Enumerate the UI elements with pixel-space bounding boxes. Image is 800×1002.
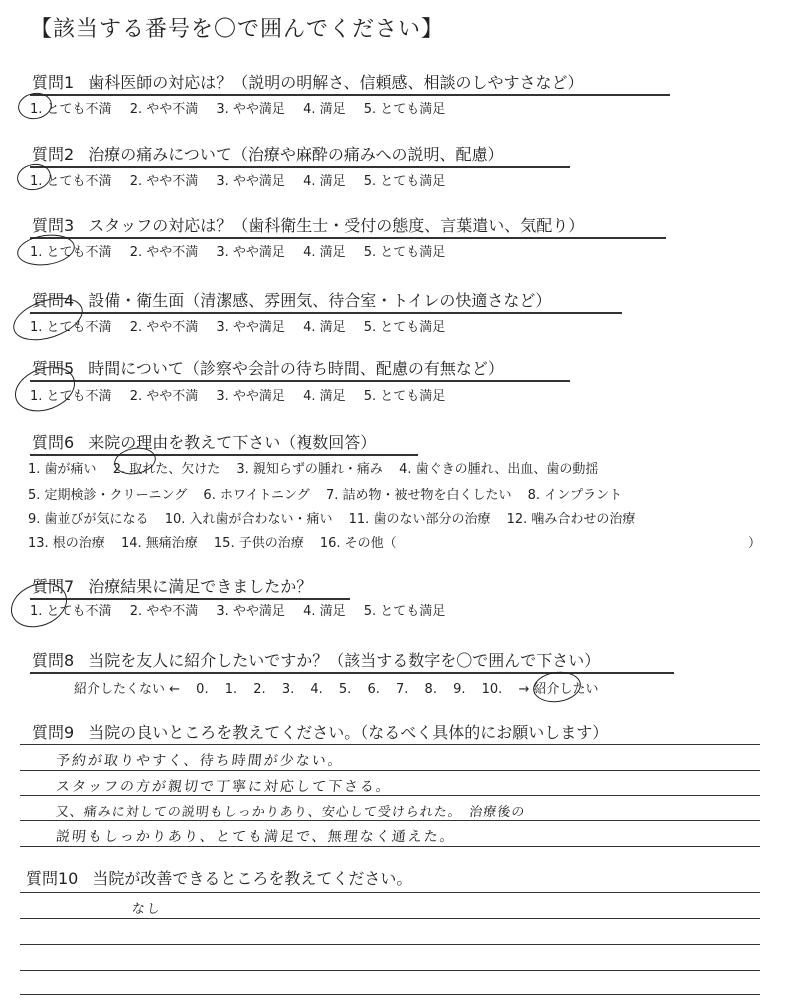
handwritten-answer-line: スタッフの方が親切で丁寧に対応して下さる。 xyxy=(55,779,393,795)
scale-5[interactable]: 5. xyxy=(338,682,352,697)
answer-line xyxy=(20,744,760,745)
scale-7[interactable]: 7. xyxy=(396,682,409,697)
question-8 xyxy=(32,648,600,671)
q4-option-3[interactable]: 3. やや満足 xyxy=(216,320,285,335)
q5-option-3[interactable]: 3. やや満足 xyxy=(216,389,285,404)
question-9-text: 当院の良いところを教えてください。（なるべく具体的にお願いします） xyxy=(88,723,609,742)
question-1-text: 歯科医師の対応は？（説明の明解さ、信頼感、相談のしやすさなど） xyxy=(88,73,584,92)
question-2-text: 治療の痛みについて（治療や麻酔の痛みへの説明、配慮） xyxy=(88,145,504,164)
reason-7[interactable]: 7. 詰め物・被せ物を白くしたい xyxy=(325,488,512,503)
q1-option-1[interactable]: 1. とても不満 xyxy=(30,102,112,117)
reason-1[interactable]: 1. 歯が痛い xyxy=(28,462,97,477)
handwritten-answer-line: 予約が取りやすく、待ち時間が少ない。 xyxy=(55,753,345,769)
question-2-underline xyxy=(30,166,570,168)
answer-line xyxy=(20,770,760,771)
question-7-text: 治療結果に満足できましたか？ xyxy=(88,577,313,596)
q7-option-3[interactable]: 3. やや満足 xyxy=(216,604,285,619)
reason-16[interactable]: 16. その他（ xyxy=(319,536,397,551)
q5-option-5[interactable]: 5. とても満足 xyxy=(363,389,446,404)
q4-option-4[interactable]: 4. 満足 xyxy=(303,320,346,335)
reason-9[interactable]: 9. 歯並びが気になる xyxy=(28,512,149,527)
recommend-scale xyxy=(74,678,611,697)
question-6-number: 質問6 xyxy=(32,433,75,452)
q3-option-1[interactable]: 1. とても不満 xyxy=(30,245,112,260)
question-3 xyxy=(32,213,584,236)
answer-line xyxy=(20,994,760,995)
scale-8[interactable]: 8. xyxy=(424,682,437,697)
question-7-number: 質問7 xyxy=(32,577,75,596)
question-5 xyxy=(32,356,504,379)
q3-option-3[interactable]: 3. やや満足 xyxy=(216,245,285,260)
question-6-underline xyxy=(30,454,418,456)
reason-16-close: ） xyxy=(748,536,762,551)
reason-15[interactable]: 15. 子供の治療 xyxy=(213,536,304,551)
question-5-options xyxy=(30,385,445,404)
scale-9[interactable]: 9. xyxy=(453,682,466,697)
q3-option-5[interactable]: 5. とても満足 xyxy=(363,245,446,260)
scale-10[interactable]: 10. xyxy=(481,682,503,697)
question-8-number: 質問8 xyxy=(32,651,75,670)
q4-option-5[interactable]: 5. とても満足 xyxy=(363,320,446,335)
question-2 xyxy=(32,142,504,165)
reason-12[interactable]: 12. 噛み合わせの治療 xyxy=(506,512,636,527)
reason-6[interactable]: 6. ホワイトニング xyxy=(203,488,310,503)
answer-line xyxy=(20,892,760,893)
answer-line xyxy=(20,944,760,945)
q2-option-4[interactable]: 4. 満足 xyxy=(303,174,346,189)
handwritten-answer-line: 又、痛みに対しての説明もしっかりあり、安心して受けられた。 治療後の xyxy=(55,805,527,820)
question-7-options xyxy=(30,600,445,619)
scale-2[interactable]: 2. xyxy=(253,682,266,697)
question-4 xyxy=(32,288,551,311)
question-6 xyxy=(32,430,376,453)
q7-option-4[interactable]: 4. 満足 xyxy=(303,604,346,619)
question-8-text: 当院を友人に紹介したいですか？（該当する数字を〇で囲んで下さい） xyxy=(88,651,601,670)
question-3-underline xyxy=(30,237,666,239)
question-3-text: スタッフの対応は？（歯科衛生士・受付の態度、言葉遣い、気配り） xyxy=(88,216,585,235)
q7-option-1[interactable]: 1. とても不満 xyxy=(30,604,112,619)
question-6-text: 来院の理由を教えて下さい（複数回答） xyxy=(88,433,377,452)
question-5-number: 質問5 xyxy=(32,359,75,378)
question-8-underline xyxy=(30,672,674,674)
reason-10[interactable]: 10. 入れ歯が合わない・痛い xyxy=(164,512,333,527)
reason-8[interactable]: 8. インプラント xyxy=(527,488,623,503)
scale-0[interactable]: 0. xyxy=(196,682,209,697)
scale-4[interactable]: 4. xyxy=(310,682,323,697)
q5-option-1[interactable]: 1. とても不満 xyxy=(30,389,112,404)
scale-3[interactable]: 3. xyxy=(281,682,295,697)
question-10 xyxy=(26,866,412,889)
reason-4[interactable]: 4. 歯ぐきの腫れ、出血、歯の動揺 xyxy=(399,462,599,477)
q5-option-4[interactable]: 4. 満足 xyxy=(303,389,346,404)
scale-left-label: 紹介したくない ← xyxy=(74,682,181,697)
question-9 xyxy=(32,720,608,743)
question-1-number: 質問1 xyxy=(32,73,75,92)
q7-option-5[interactable]: 5. とても満足 xyxy=(363,604,446,619)
question-4-underline xyxy=(30,312,622,314)
question-3-number: 質問3 xyxy=(32,216,75,235)
reason-3[interactable]: 3. 親知らずの腫れ・痛み xyxy=(236,462,383,477)
question-4-options xyxy=(30,316,445,335)
question-2-number: 質問2 xyxy=(32,145,75,164)
reason-2[interactable]: 2. 取れた、欠けた xyxy=(112,462,221,477)
q2-option-2[interactable]: 2. やや不満 xyxy=(129,174,199,189)
reason-11[interactable]: 11. 歯のない部分の治療 xyxy=(348,512,491,527)
question-4-text: 設備・衛生面（清潔感、雰囲気、待合室・トイレの快適さなど） xyxy=(88,291,552,310)
question-10-text: 当院が改善できるところを教えてください。 xyxy=(92,869,413,888)
reason-row-3 xyxy=(28,508,647,527)
reason-row-2 xyxy=(28,484,634,503)
question-5-text: 時間について（診察や会計の待ち時間、配慮の有無など） xyxy=(88,359,504,378)
question-9-number: 質問9 xyxy=(32,723,75,742)
question-7 xyxy=(32,574,312,597)
q1-option-4[interactable]: 4. 満足 xyxy=(303,102,346,117)
reason-13[interactable]: 13. 根の治療 xyxy=(28,536,105,551)
scale-6[interactable]: 6. xyxy=(367,682,380,697)
scale-right-label: → 紹介したい xyxy=(518,682,599,697)
question-1-underline xyxy=(30,94,670,96)
q7-option-2[interactable]: 2. やや不満 xyxy=(129,604,199,619)
q4-option-2[interactable]: 2. やや不満 xyxy=(129,320,199,335)
answer-line xyxy=(20,918,760,919)
answer-line xyxy=(20,846,760,847)
page-title: 【該当する番号を〇で囲んでください】 xyxy=(30,17,445,42)
q2-option-5[interactable]: 5. とても満足 xyxy=(363,174,446,189)
question-10-number: 質問10 xyxy=(26,869,79,888)
q2-option-3[interactable]: 3. やや満足 xyxy=(216,174,285,189)
question-1-options xyxy=(30,98,445,117)
answer-line xyxy=(20,820,760,821)
q1-option-2[interactable]: 2. やや不満 xyxy=(129,102,199,117)
question-3-options xyxy=(30,241,445,260)
q2-option-1[interactable]: 1. とても不満 xyxy=(30,174,112,189)
question-4-number: 質問4 xyxy=(32,291,75,310)
reason-row-4 xyxy=(28,532,409,551)
handwritten-answer-line: 説明もしっかりあり、とても満足で、無理なく通えた。 xyxy=(55,829,457,845)
handwritten-answer-line: なし xyxy=(131,902,163,917)
scale-1[interactable]: 1. xyxy=(224,682,238,697)
q1-option-3[interactable]: 3. やや満足 xyxy=(216,102,285,117)
question-1 xyxy=(32,70,584,93)
question-2-options xyxy=(30,170,445,189)
reason-5[interactable]: 5. 定期検診・クリーニング xyxy=(28,488,188,503)
q3-option-2[interactable]: 2. やや不満 xyxy=(129,245,199,260)
question-5-underline xyxy=(30,380,570,382)
reason-14[interactable]: 14. 無痛治療 xyxy=(120,536,198,551)
q3-option-4[interactable]: 4. 満足 xyxy=(303,245,346,260)
q4-option-1[interactable]: 1. とても不満 xyxy=(30,320,112,335)
answer-line xyxy=(20,970,760,971)
q1-option-5[interactable]: 5. とても満足 xyxy=(363,102,446,117)
q5-option-2[interactable]: 2. やや不満 xyxy=(129,389,199,404)
reason-row-1 xyxy=(28,458,610,477)
